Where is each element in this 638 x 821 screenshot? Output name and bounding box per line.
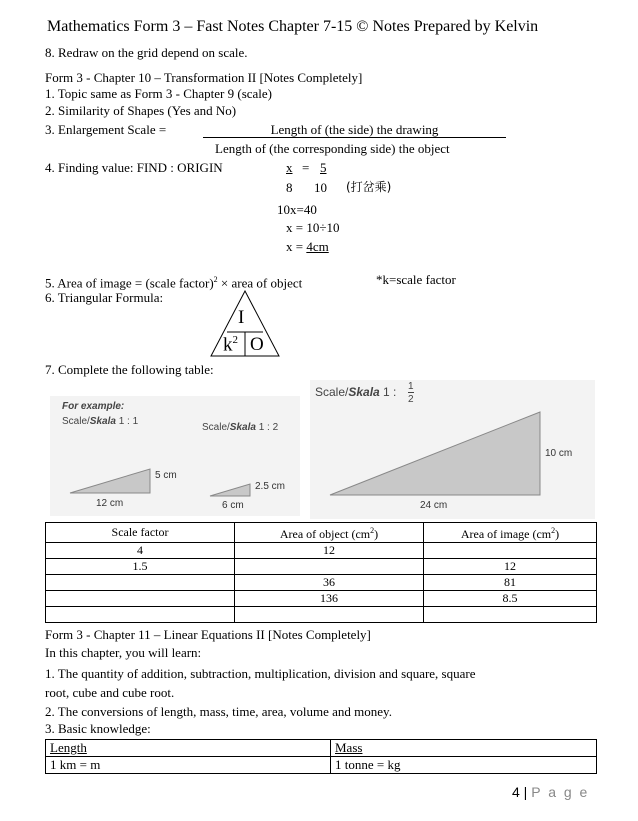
chapter10-heading: Form 3 - Chapter 10 – Transformation II [Notes Completely] [45, 70, 363, 85]
example-panel-left [50, 396, 300, 516]
s3-height: 10 cm [545, 448, 573, 459]
chapter11-point1b: root, cube and cube root. [45, 685, 175, 700]
s1-height: 5 cm [155, 470, 177, 481]
complete-table-label: 7. Complete the following table: [45, 362, 214, 377]
table-row [46, 607, 597, 623]
s3-width: 24 cm [420, 500, 448, 511]
scale-1-1-caption: Scale/Skala 1 : 1 [62, 416, 139, 427]
length-header: Length [46, 740, 331, 757]
s2-width: 6 cm [222, 500, 244, 511]
document-header: Mathematics Form 3 – Fast Notes Chapter 7-15 © Notes Prepared by Kelvin [47, 18, 539, 35]
page-label: P a g e [531, 784, 590, 800]
finding-10: 10 [314, 180, 327, 195]
chapter11-point2: 2. The conversions of length, mass, time, area, volume and money. [45, 704, 392, 719]
scale-1-2-caption: Scale/Skala 1 : 2 [202, 422, 279, 433]
example-caption: For example: [62, 401, 125, 412]
basic-knowledge-table [45, 739, 597, 774]
line-similarity: 2. Similarity of Shapes (Yes and No) [45, 103, 237, 118]
triangle-i: I [238, 307, 245, 328]
finding-x: x [286, 160, 293, 175]
line-redraw: 8. Redraw on the grid depend on scale. [45, 45, 248, 60]
table-row [46, 757, 597, 774]
table-row: 36 81 [46, 575, 597, 591]
area-of-image-formula: 5. Area of image = (scale factor)$^2$ × area of object [45, 275, 303, 291]
example-panel-right [310, 380, 595, 519]
finding-value-label: 4. Finding value: FIND : ORIGIN [45, 160, 223, 175]
finding-eq: = [302, 160, 310, 175]
table-header-row [46, 523, 597, 543]
scale-examples-figure [45, 376, 595, 521]
line-topic: 1. Topic same as Form 3 - Chapter 9 (scale) [45, 86, 273, 101]
chapter11-heading: Form 3 - Chapter 11 – Linear Equations II [Notes Completely] [45, 627, 371, 642]
enlargement-numerator: Length of (the side) the drawing [203, 122, 506, 138]
col-area-object: Area of object $(cm^2)$ [235, 523, 424, 543]
triangle-k2: $k^2$ [223, 334, 238, 356]
chapter11-point1a: 1. The quantity of addition, subtraction, multiplication, division and square, square [45, 666, 476, 681]
enlargement-scale-label: 3. Enlargement Scale = [45, 122, 167, 137]
table-row: 136 8.5 [46, 591, 597, 607]
table-row: 1.5 12 [46, 559, 597, 575]
finding-5: 5 [320, 160, 327, 175]
s2-height: 2.5 cm [255, 481, 286, 492]
step-1: 10x=40 [277, 202, 317, 217]
scale-area-table [45, 522, 597, 623]
enlargement-denominator: Length of (the corresponding side) the object [215, 141, 450, 156]
step-2: x = 10÷10 [286, 220, 340, 235]
table-row [46, 740, 597, 757]
triangular-formula-label: 6. Triangular Formula: [45, 290, 164, 305]
scale-1-half-caption: Scale/Skala 1 : [315, 385, 397, 399]
s1-width: 12 cm [96, 498, 124, 509]
k-note: *k=scale factor [376, 272, 456, 287]
length-km: 1 km = m [46, 757, 331, 774]
table-row: 4 12 [46, 543, 597, 559]
step-3: x = 4cm [286, 239, 329, 254]
page-number: 4 [512, 784, 520, 800]
mass-header: Mass [331, 740, 597, 757]
col-scale-factor: Scale factor [46, 523, 235, 543]
triangle-o: O [250, 334, 264, 355]
chapter11-intro: In this chapter, you will learn: [45, 645, 202, 660]
finding-8: 8 [286, 180, 293, 195]
page-footer: 4 | P a g e [512, 784, 590, 800]
triangle-shape [210, 290, 280, 357]
cross-multiply-note: (打岔乘) [346, 180, 392, 194]
triangular-formula-diagram [210, 290, 280, 357]
col-area-image: Area of image $(cm^2)$ [424, 523, 597, 543]
half-denominator: 2 [408, 394, 414, 405]
mass-tonne: 1 tonne = kg [331, 757, 597, 774]
small-triangles [50, 396, 300, 516]
half-numerator: 1 [408, 381, 414, 392]
chapter11-point3: 3. Basic knowledge: [45, 721, 151, 736]
